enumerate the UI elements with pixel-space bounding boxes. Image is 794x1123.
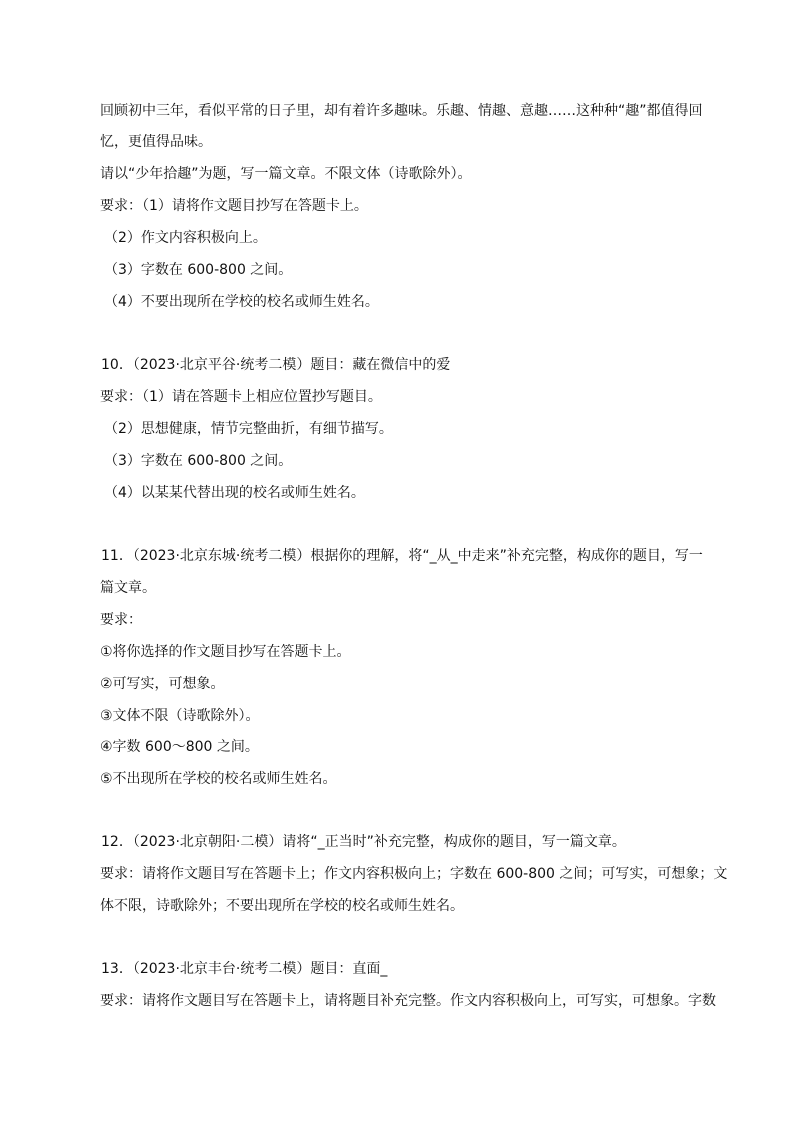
- q10-title: 10．（2023·北京平谷·统考二模）题目：藏在微信中的爱: [101, 357, 451, 373]
- q10-requirement-4: （4）以某某代替出现的校名或师生姓名。: [104, 485, 365, 501]
- q12-requirement-line-2: 体不限，诗歌除外；不要出现所在学校的校名或师生姓名。: [100, 898, 464, 914]
- q13-title: 13．（2023·北京丰台·统考二模）题目：直面_: [101, 961, 388, 977]
- q11-requirement-3: ③文体不限（诗歌除外）。: [100, 708, 260, 724]
- intro-requirement-2: （2）作文内容积极向上。: [104, 230, 267, 246]
- q10-requirement-3: （3）字数在 600-800 之间。: [104, 453, 293, 469]
- q11-title-line-2: 篇文章。: [100, 580, 156, 596]
- intro-requirement-header: 要求：（1）请将作文题目抄写在答题卡上。: [100, 198, 368, 214]
- q11-requirement-5: ⑤不出现所在学校的校名或师生姓名。: [100, 771, 337, 787]
- q11-requirement-header: 要求：: [100, 612, 142, 628]
- q12-title: 12．（2023·北京朝阳·二模）请将“_正当时”补充完整，构成你的题目，写一篇文章。: [101, 834, 626, 850]
- intro-line-1: 回顾初中三年，看似平常的日子里，却有着许多趣味。乐趣、情趣、意趣……这种种“趣”都值得回: [100, 103, 703, 119]
- intro-line-3: 请以“少年拾趣”为题，写一篇文章。不限文体（诗歌除外）。: [100, 166, 472, 182]
- q11-requirement-2: ②可写实，可想象。: [100, 676, 225, 692]
- q10-requirement-2: （2）思想健康，情节完整曲折，有细节描写。: [104, 421, 393, 437]
- q11-title-line-1: 11．（2023·北京东城·统考二模）根据你的理解，将“_从_中走来”补充完整，构成你的题目，写一: [101, 548, 703, 564]
- intro-requirement-4: （4）不要出现所在学校的校名或师生姓名。: [104, 294, 379, 310]
- q10-requirement-1: 要求：（1）请在答题卡上相应位置抄写题目。: [100, 389, 382, 405]
- q13-requirement-line-1: 要求：请将作文题目写在答题卡上，请将题目补充完整。作文内容积极向上，可写实，可想象。字数: [100, 993, 716, 1009]
- q12-requirement-line-1: 要求：请将作文题目写在答题卡上；作文内容积极向上；字数在 600-800 之间；可写实，可想象；文: [100, 866, 728, 882]
- q11-requirement-1: ①将你选择的作文题目抄写在答题卡上。: [100, 644, 351, 660]
- intro-requirement-3: （3）字数在 600-800 之间。: [104, 262, 293, 278]
- intro-line-2: 忆，更值得品味。: [100, 134, 212, 150]
- q11-requirement-4: ④字数 600～800 之间。: [100, 739, 259, 755]
